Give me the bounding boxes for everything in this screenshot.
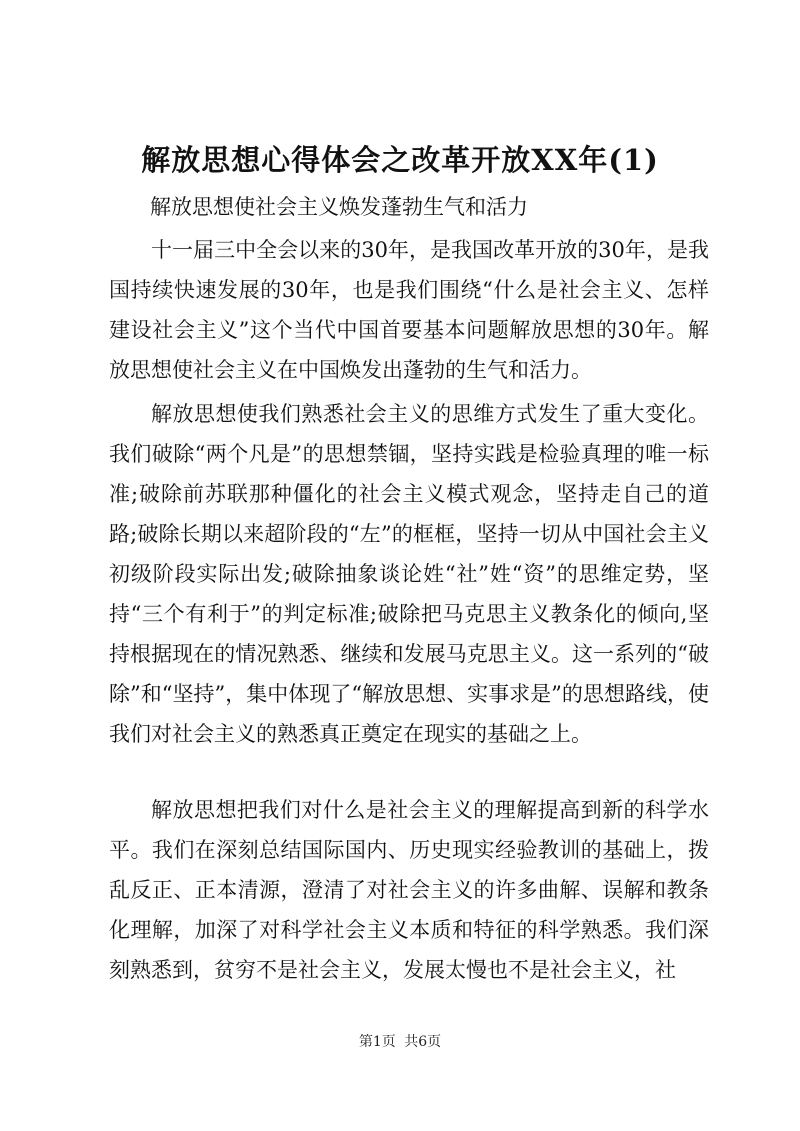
document-title: 解放思想心得体会之改革开放XX年(1) <box>141 143 659 177</box>
page-number-current: 第1页 <box>358 1034 396 1050</box>
document-subtitle: 解放思想使社会主义焕发蓬勃生气和活力 <box>150 195 528 219</box>
paragraph-3: 解放思想把我们对什么是社会主义的理解提高到新的科学水平。我们在深刻总结国际国内、历史现实经验教训的基础上，拨乱反正、正本清源，澄清了对社会主义的许多曲解、误解和教条化理解，加深了对科学社会主义本质和特征的科学熟悉。我们深刻熟悉到，贫穷不是社会主义，发展太慢也不是社会主义，社 <box>109 798 709 982</box>
paragraph-2: 解放思想使我们熟悉社会主义的思维方式发生了重大变化。我们破除“两个凡是”的思想禁锢，坚持实践是检验真理的唯一标准;破除前苏联那种僵化的社会主义模式观念，坚持走自己的道路;破除长期以来超阶段的“左”的框框，坚持一切从中国社会主义初级阶段实际出发;破除抽象谈论姓“社”姓“资”的思维定势，坚持“三个有利于”的判定标准;破除把马克思主义教条化的倾向,坚持根据现在的情况熟悉、继续和发展马克思主义。这一系列的“破除”和“坚持”，集中体现了“解放思想、实事求是”的思想路线，使我们对社会主义的熟悉真正奠定在现实的基础之上。 <box>109 402 709 746</box>
page-number-total: 共6页 <box>404 1034 442 1050</box>
paragraph-1: 十一届三中全会以来的30年，是我国改革开放的30年，是我国持续快速发展的30年，也是我们围绕“什么是社会主义、怎样建设社会主义”这个当代中国首要基本问题解放思想的30年。解放思想使社会主义在中国焕发出蓬勃的生气和活力。 <box>109 238 709 382</box>
page-footer <box>0 1032 800 1052</box>
